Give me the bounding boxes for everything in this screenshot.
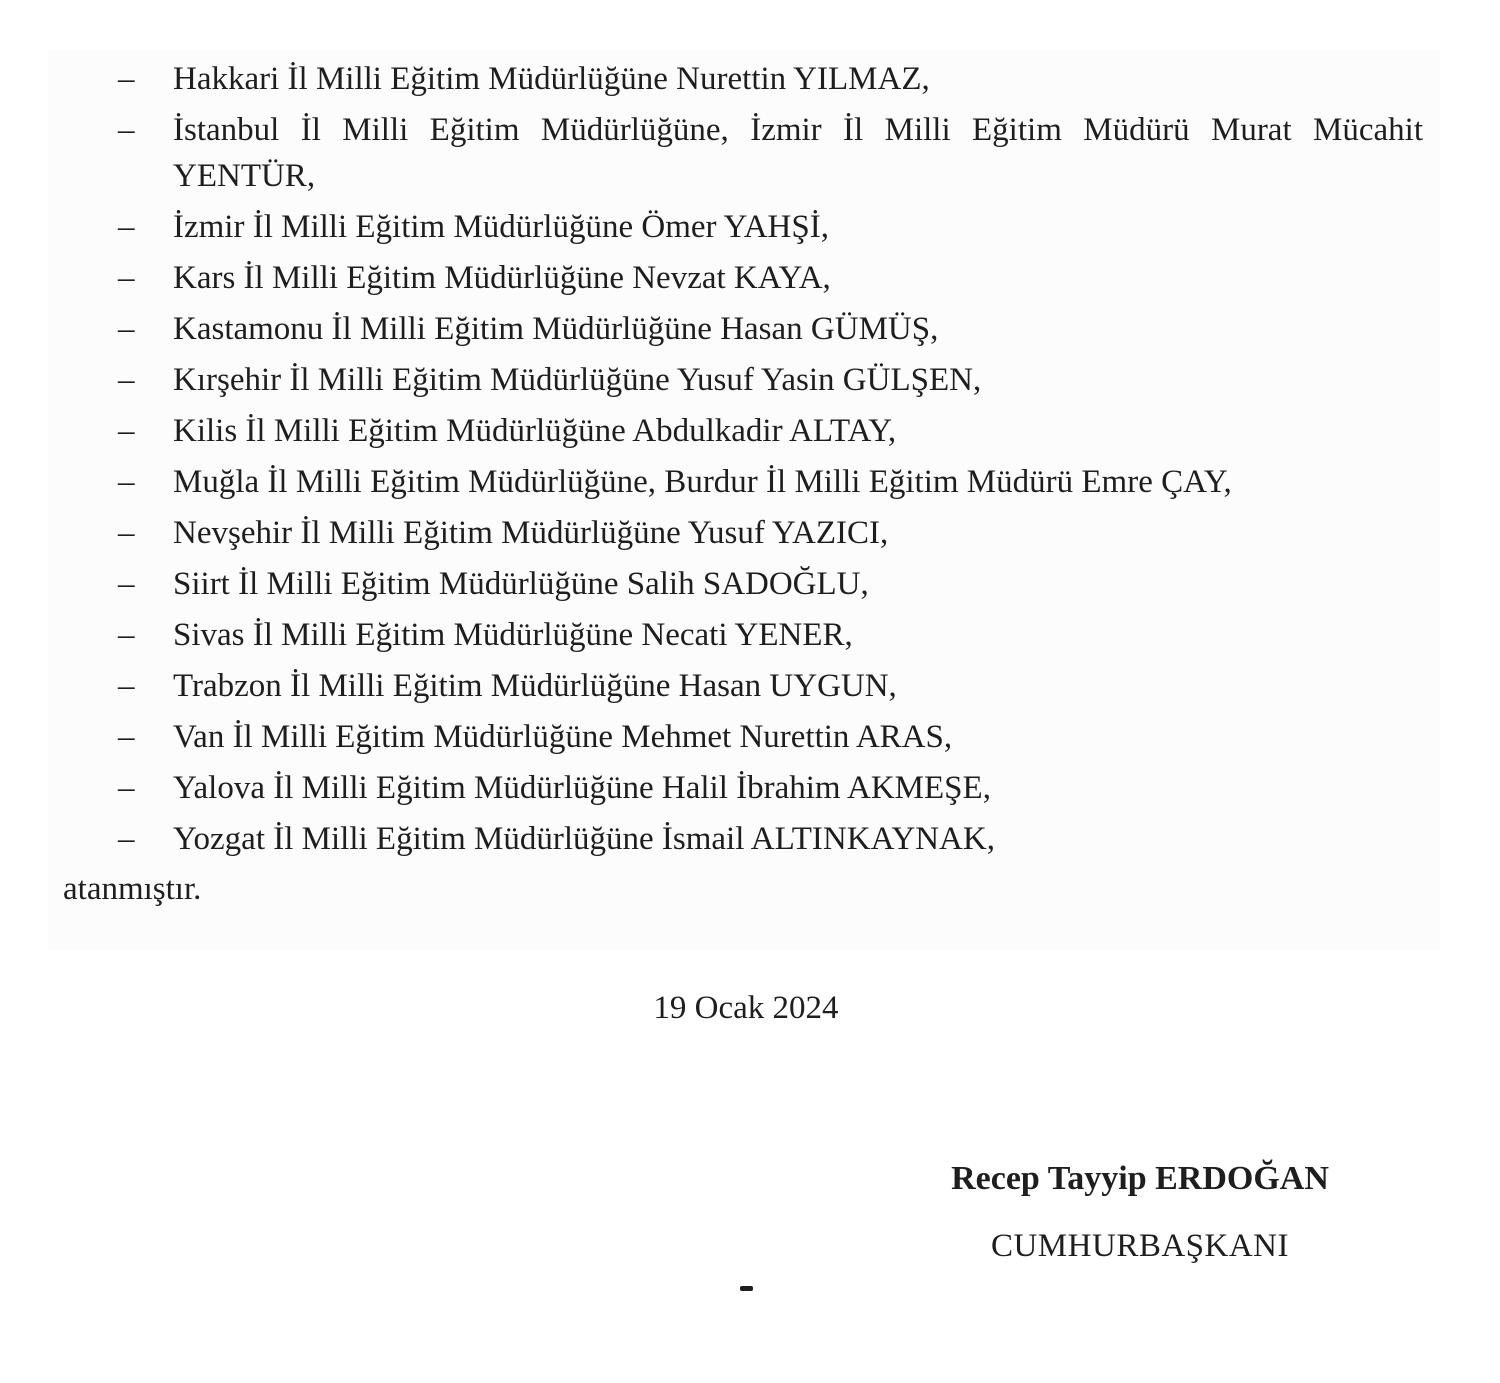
appointment-text: Yozgat İl Milli Eğitim Müdürlüğüne İsmail ALTINKAYNAK, [173, 821, 995, 857]
appointment-text: Sivas İl Milli Eğitim Müdürlüğüne Necati YENER, [173, 617, 853, 653]
list-dash: – [118, 821, 135, 857]
signer-name: Recep Tayyip ERDOĞAN [951, 1160, 1329, 1197]
appointment-list [0, 56, 1500, 867]
list-dash: – [118, 566, 135, 602]
list-item [0, 612, 1423, 658]
appointment-text: Hakkari İl Milli Eğitim Müdürlüğüne Nurettin YILMAZ, [173, 61, 930, 97]
appointment-text: Kars İl Milli Eğitim Müdürlüğüne Nevzat KAYA, [173, 260, 831, 296]
appointment-text: Muğla İl Milli Eğitim Müdürlüğüne, Burdur İl Milli Eğitim Müdürü Emre ÇAY, [173, 464, 1232, 500]
closing-text: atanmıştır. [63, 871, 202, 907]
list-dash: – [118, 515, 135, 551]
appointment-text: Van İl Milli Eğitim Müdürlüğüne Mehmet Nurettin ARAS, [173, 719, 953, 755]
list-item [0, 204, 1423, 250]
appointment-text: İstanbul İl Milli Eğitim Müdürlüğüne, İzmir İl Milli Eğitim Müdürü Murat Mücahit YENTÜR, [173, 112, 1423, 194]
list-dash: – [118, 719, 135, 755]
list-item [0, 255, 1423, 301]
list-dash: – [118, 668, 135, 704]
list-item [0, 510, 1423, 556]
list-item [0, 816, 1423, 862]
appointment-text: Siirt İl Milli Eğitim Müdürlüğüne Salih SADOĞLU, [173, 566, 869, 602]
list-item [0, 765, 1423, 811]
list-dash: – [118, 362, 135, 398]
list-item [0, 714, 1423, 760]
list-item [0, 357, 1423, 403]
list-item [0, 663, 1423, 709]
appointment-text: Yalova İl Milli Eğitim Müdürlüğüne Halil İbrahim AKMEŞE, [173, 770, 991, 806]
appointment-text: İzmir İl Milli Eğitim Müdürlüğüne Ömer YAHŞİ, [173, 209, 829, 245]
signer-title: CUMHURBAŞKANI [990, 1228, 1290, 1264]
appointment-text: Kırşehir İl Milli Eğitim Müdürlüğüne Yusuf Yasin GÜLŞEN, [173, 362, 982, 398]
list-dash: – [118, 112, 135, 148]
list-item [0, 459, 1423, 505]
list-item [0, 408, 1423, 454]
list-dash: – [118, 464, 135, 500]
list-dash: – [118, 61, 135, 97]
list-dash: – [118, 617, 135, 653]
list-item [0, 561, 1423, 607]
appointment-text: Kilis İl Milli Eğitim Müdürlüğüne Abdulkadir ALTAY, [173, 413, 897, 449]
appointment-text: Kastamonu İl Milli Eğitim Müdürlüğüne Hasan GÜMÜŞ, [173, 311, 939, 347]
list-item [0, 107, 1423, 199]
list-item [0, 306, 1423, 352]
ink-mark [740, 1286, 753, 1291]
list-dash: – [118, 209, 135, 245]
list-dash: – [118, 260, 135, 296]
decree-date-block [0, 985, 1500, 1031]
appointment-text: Trabzon İl Milli Eğitim Müdürlüğüne Hasan UYGUN, [173, 668, 897, 704]
list-item [0, 56, 1423, 102]
decree-date: 19 Ocak 2024 [653, 990, 839, 1026]
list-dash: – [118, 770, 135, 806]
list-dash: – [118, 413, 135, 449]
signature-block [880, 1155, 1400, 1269]
appointment-text: Nevşehir İl Milli Eğitim Müdürlüğüne Yusuf YAZICI, [173, 515, 889, 551]
list-dash: – [118, 311, 135, 347]
